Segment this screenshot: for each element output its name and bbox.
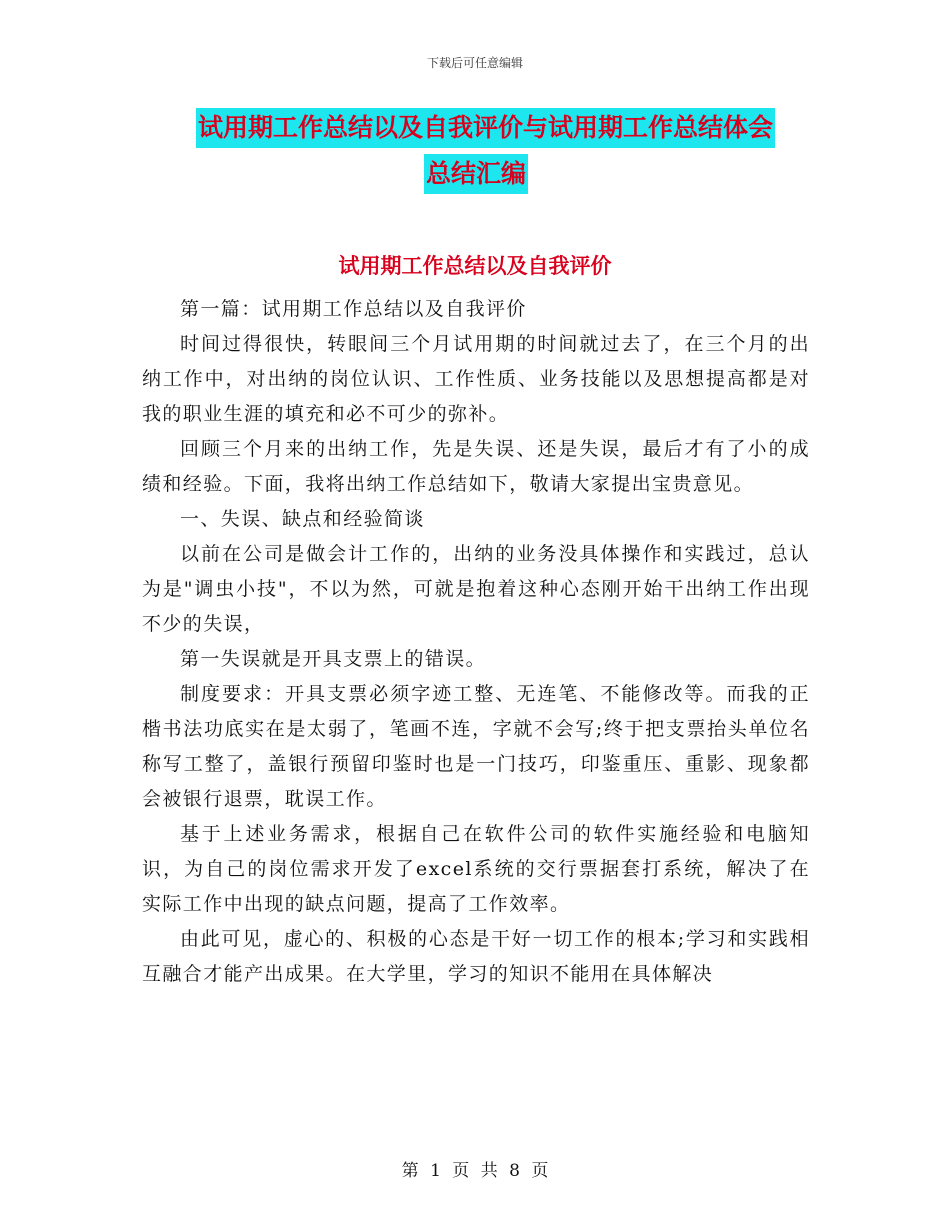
paragraph: 基于上述业务需求，根据自己在软件公司的软件实施经验和电脑知识，为自己的岗位需求开发了excel系统的交行票据套打系统，解决了在实际工作中出现的缺点问题，提高了工作效率。 xyxy=(142,823,810,915)
paragraph: 由此可见，虚心的、积极的心态是干好一切工作的根本;学习和实践相互融合才能产出成果。在大学里，学习的知识不能用在具体解决 xyxy=(142,928,810,985)
page-header-note: 下载后可任意编辑 xyxy=(426,56,523,70)
paragraph: 回顾三个月来的出纳工作，先是失误、还是失误，最后才有了小的成绩和经验。下面，我将出纳工作总结如下，敬请大家提出宝贵意见。 xyxy=(142,438,810,495)
paragraph: 第一失误就是开具支票上的错误。 xyxy=(180,648,487,670)
paragraph: 以前在公司是做会计工作的，出纳的业务没具体操作和实践过，总认为是"调虫小技"，不以为然，可就是抱着这种心态刚开始干出纳工作出现不少的失误， xyxy=(142,543,810,635)
document-body xyxy=(142,292,810,992)
paragraph: 一、失误、缺点和经验简谈 xyxy=(180,508,425,530)
title-line-2: 总结汇编 xyxy=(424,154,528,194)
section-heading: 试用期工作总结以及自我评价 xyxy=(338,253,612,278)
paragraph: 第一篇：试用期工作总结以及自我评价 xyxy=(180,298,527,320)
page-number-footer: 第 1 页 共 8 页 xyxy=(401,1161,549,1181)
title-line-1: 试用期工作总结以及自我评价与试用期工作总结体会 xyxy=(196,108,775,148)
paragraph: 时间过得很快，转眼间三个月试用期的时间就过去了，在三个月的出纳工作中，对出纳的岗位认识、工作性质、业务技能以及思想提高都是对我的职业生涯的填充和必不可少的弥补。 xyxy=(142,333,810,425)
paragraph: 制度要求：开具支票必须字迹工整、无连笔、不能修改等。而我的正楷书法功底实在是太弱了，笔画不连，字就不会写;终于把支票抬头单位名称写工整了，盖银行预留印鉴时也是一门技巧，印鉴重压、重影、现象都会被银行退票，耽误工作。 xyxy=(142,683,810,810)
